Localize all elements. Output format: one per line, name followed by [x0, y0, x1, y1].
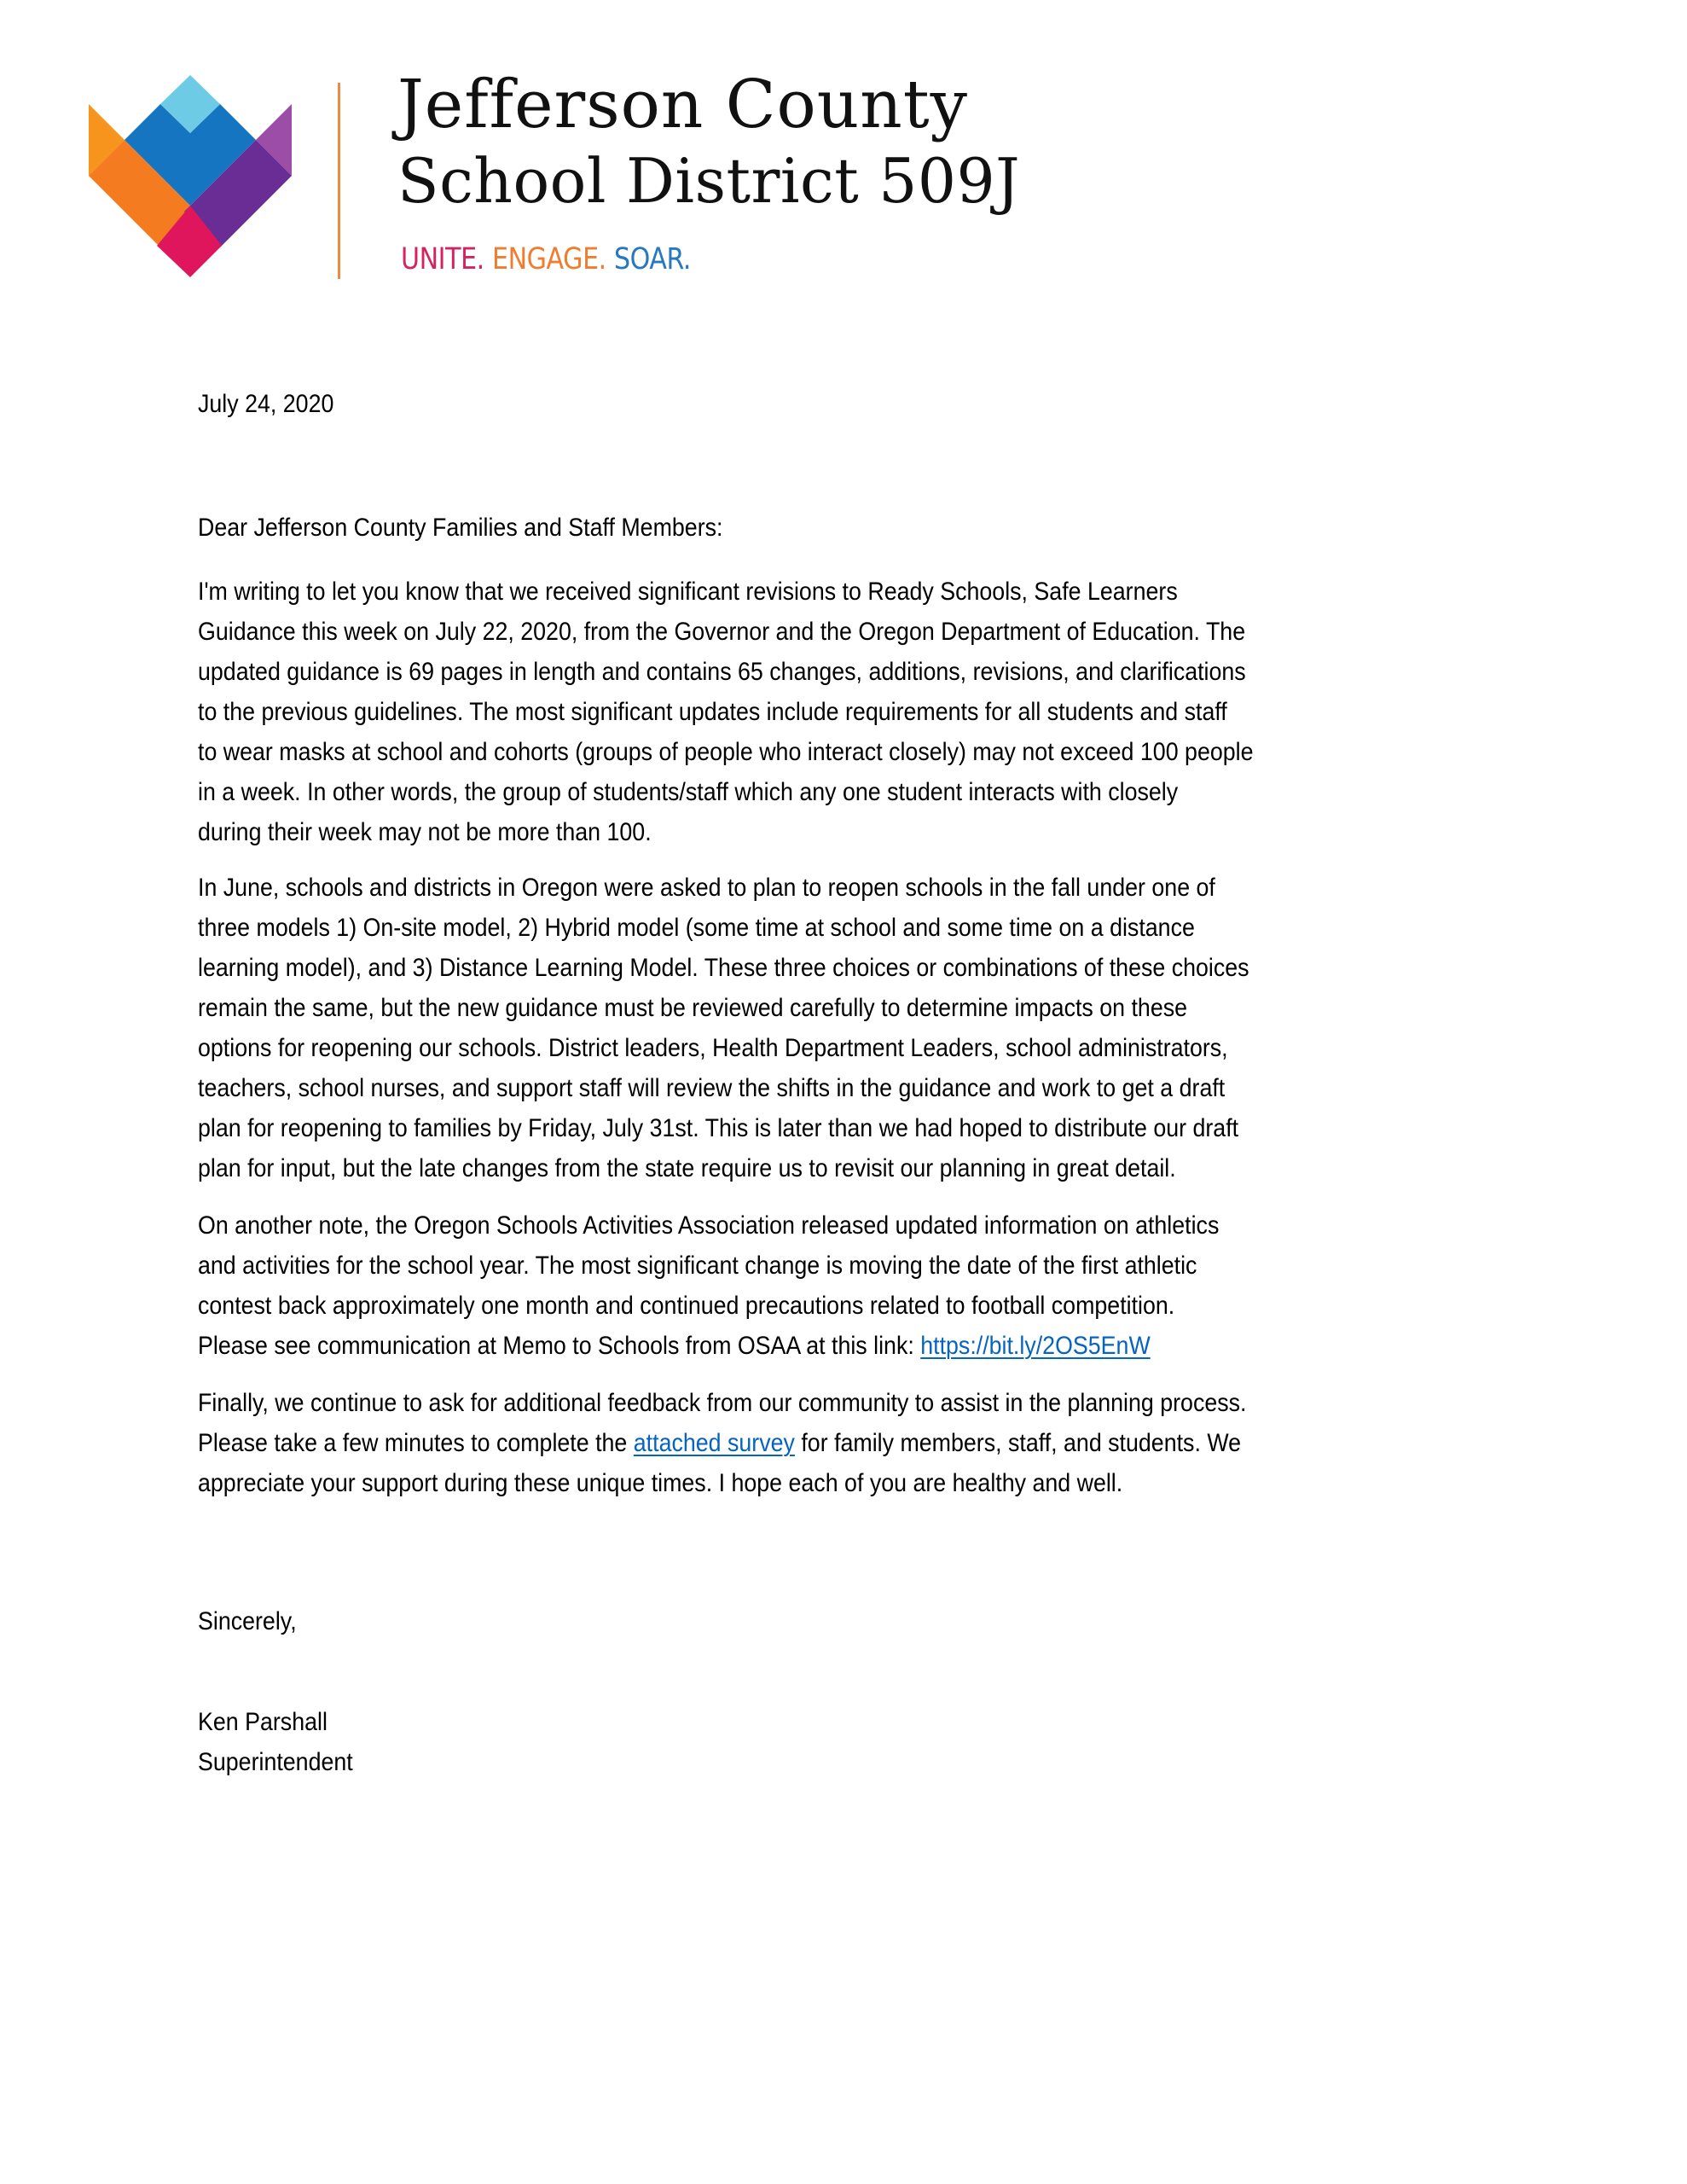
paragraph-line: to wear masks at school and cohorts (groups of people who interact closely) may not exceed 100 people — [198, 738, 1254, 766]
signer-title: Superintendent — [198, 1748, 353, 1776]
paragraph-line: and activities for the school year. The most significant change is moving the date of the first athletic — [198, 1252, 1197, 1280]
paragraph-line: three models 1) On-site model, 2) Hybrid model (some time at school and some time on a distance — [198, 914, 1195, 942]
signer-name: Ken Parshall — [198, 1708, 328, 1736]
district-name-line1: Jefferson County — [397, 67, 968, 143]
paragraph-line: contest back approximately one month and continued precautions related to football competition. — [198, 1292, 1175, 1320]
letter-salutation: Dear Jefferson County Families and Staff Members: — [198, 514, 723, 542]
paragraph-line: during their week may not be more than 100. — [198, 818, 652, 846]
paragraph-line: remain the same, but the new guidance must be reviewed carefully to determine impacts on these — [198, 994, 1188, 1022]
paragraph-line: Guidance this week on July 22, 2020, from the Governor and the Oregon Department of Education. The — [198, 618, 1246, 646]
survey-line-suffix: for family members, staff, and students. We — [794, 1429, 1242, 1457]
letter-closing: Sincerely, — [198, 1607, 297, 1635]
survey-line-prefix: Please take a few minutes to complete the — [198, 1429, 634, 1457]
letter-date: July 24, 2020 — [198, 390, 334, 418]
tagline-soar: SOAR. — [613, 242, 692, 276]
district-tagline — [401, 242, 691, 276]
paragraph-line: I'm writing to let you know that we received significant revisions to Ready Schools, Safe Learners — [198, 578, 1178, 606]
paragraph-line: in a week. In other words, the group of students/staff which any one student interacts with closely — [198, 778, 1179, 806]
attached-survey-link[interactable]: attached survey — [633, 1429, 795, 1457]
tagline-unite: UNITE. — [401, 242, 484, 276]
link-line-prefix: Please see communication at Memo to Schools from OSAA at this link: — [198, 1332, 921, 1360]
paragraph-line — [198, 1423, 1241, 1463]
district-logo-icon — [85, 72, 295, 282]
paragraph-line: On another note, the Oregon Schools Activities Association released updated information on athletics — [198, 1211, 1220, 1240]
paragraph-line: In June, schools and districts in Oregon were asked to plan to reopen schools in the fall under one of — [198, 874, 1215, 902]
paragraph-line — [198, 1326, 1151, 1366]
paragraph-line: teachers, school nurses, and support staff will review the shifts in the guidance and work to get a draft — [198, 1074, 1226, 1102]
osaa-memo-link[interactable]: https://bit.ly/2OS5EnW — [920, 1332, 1151, 1360]
paragraph-line: to the previous guidelines. The most significant updates include requirements for all students and staff — [198, 698, 1227, 726]
paragraph-line: learning model), and 3) Distance Learning Model. These three choices or combinations of these choices — [198, 954, 1249, 982]
tagline-engage: ENGAGE. — [491, 242, 606, 276]
district-name-line2: School District 509J — [397, 145, 1021, 217]
paragraph-line: updated guidance is 69 pages in length and contains 65 changes, additions, revisions, and clarifications — [198, 658, 1246, 686]
paragraph-line: options for reopening our schools. District leaders, Health Department Leaders, school administrators, — [198, 1034, 1228, 1062]
paragraph-line: appreciate your support during these unique times. I hope each of you are healthy and well. — [198, 1469, 1123, 1497]
paragraph-line: Finally, we continue to ask for additional feedback from our community to assist in the planning process. — [198, 1389, 1247, 1417]
paragraph-line: plan for reopening to families by Friday, July 31st. This is later than we had hoped to distribute our draft — [198, 1114, 1239, 1142]
paragraph-line: plan for input, but the late changes from the state require us to revisit our planning in great detail. — [198, 1154, 1176, 1182]
letterhead-divider — [338, 83, 340, 279]
